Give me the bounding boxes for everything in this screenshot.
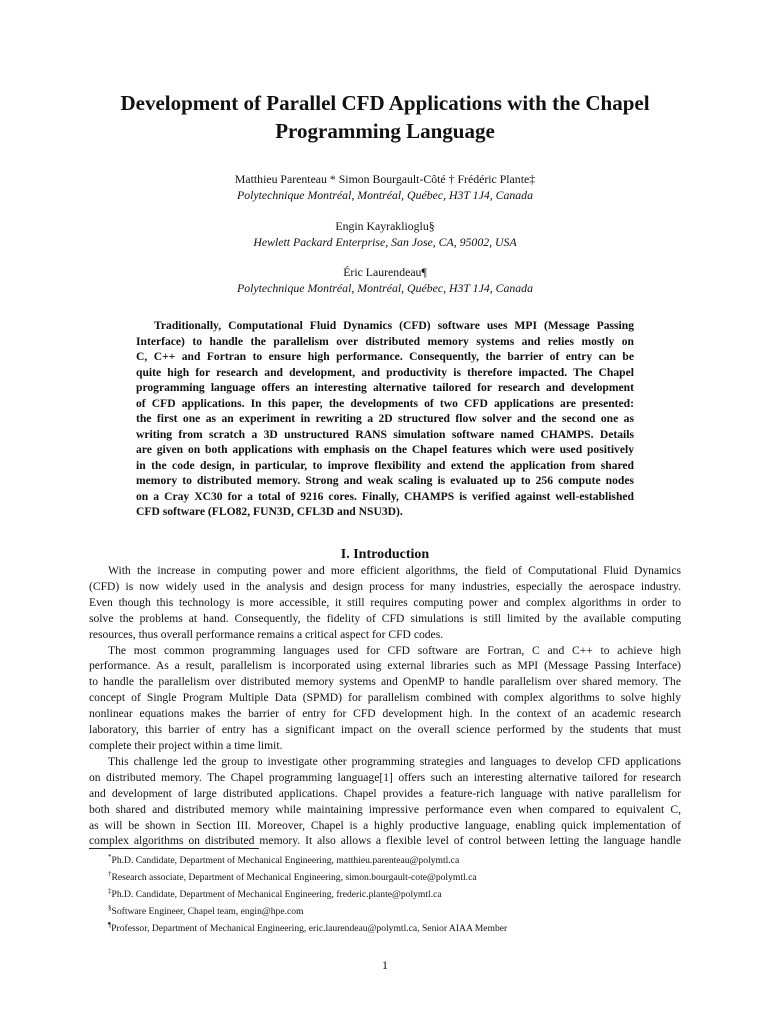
author-block-2 bbox=[60, 218, 710, 250]
footnotes bbox=[108, 851, 507, 935]
abstract-line: in the code design, in particular, to improve flexibility and extend the application from shared bbox=[136, 458, 634, 472]
footnote-mark: ‡ bbox=[108, 886, 112, 895]
abstract-line: CFD software (FLO82, FUN3D, CFL3D and NSU3D). bbox=[136, 505, 403, 518]
abstract-line: Interface) to handle the parallelism over distributed memory systems and relies mostly on bbox=[136, 334, 634, 348]
section-heading: I. Introduction bbox=[340, 547, 430, 562]
page-number: 1 bbox=[382, 958, 388, 972]
footnote bbox=[108, 851, 507, 868]
abstract-line: are given on both applications with emphasis on the Chapel features which were used positively bbox=[136, 443, 634, 456]
title-line-2: Programming Language bbox=[275, 119, 495, 143]
body-line: solve the problems at hand. Consequently, the fidelity of CFD simulations is still limited by the available computing bbox=[89, 611, 681, 625]
abstract-line: the first one as an experiment in rewriting a 2D structured flow solver and the second one as bbox=[136, 412, 634, 425]
footnote bbox=[108, 902, 507, 919]
author-names: Éric Laurendeau¶ bbox=[343, 265, 427, 279]
abstract-line: quite high for research and development, and productivity is therefore impacted. The Chapel bbox=[136, 365, 634, 379]
footnote-mark: ¶ bbox=[108, 920, 112, 929]
footnote-mark: * bbox=[108, 853, 112, 861]
body-line: This challenge led the group to investigate other programming strategies and languages to develop CFD applications bbox=[108, 754, 681, 768]
footnote-text: Professor, Department of Mechanical Engineering, eric.laurendeau@polymtl.ca, Senior AIAA Member bbox=[111, 922, 508, 934]
body-text bbox=[89, 563, 681, 849]
title-line-1: Development of Parallel CFD Applications with the Chapel bbox=[120, 91, 650, 115]
abstract bbox=[136, 318, 634, 520]
body-line: complete their project within a time limit. bbox=[89, 738, 283, 752]
footnote bbox=[108, 885, 507, 902]
abstract-line: Traditionally, Computational Fluid Dynamics (CFD) software uses MPI (Message Passing bbox=[154, 319, 634, 332]
author-block-3 bbox=[60, 264, 710, 296]
body-line: Even though this technology is more accessible, it still requires computing power and complex algorithms in order to bbox=[89, 595, 681, 609]
body-line: on distributed memory. The Chapel programming language[1] offers such an interesting alternative tailored for research bbox=[89, 770, 681, 784]
abstract-line: memory to distributed memory. Strong and weak scaling is evaluated up to 256 compute nodes bbox=[136, 474, 634, 487]
author-block-1 bbox=[60, 171, 710, 203]
footnote-text: Research associate, Department of Mechanical Engineering, simon.bourgault-cote@polymtl.ca bbox=[111, 872, 477, 884]
abstract-line: of CFD applications. In this paper, the developments of two CFD applications are presented: bbox=[136, 396, 634, 410]
body-line: as will be shown in Section III. Moreover, Chapel is a highly productive language, enabling quick implementation of bbox=[89, 818, 681, 832]
author-names: Matthieu Parenteau * Simon Bourgault-Côté † Frédéric Plante‡ bbox=[234, 172, 536, 186]
paper-title bbox=[60, 89, 710, 145]
abstract-line: on a Cray XC30 for a total of 9216 cores. Finally, CHAMPS is verified against well-established bbox=[136, 489, 634, 503]
author-names: Engin Kayraklioglu§ bbox=[335, 219, 435, 233]
author-affiliation: Hewlett Packard Enterprise, San Jose, CA, 95002, USA bbox=[253, 235, 517, 249]
body-line: performance. As a result, parallelism is incorporated using external libraries such as MPI (Message Passing Interface) bbox=[89, 659, 681, 673]
footnote-divider bbox=[89, 848, 259, 849]
body-line: to handle the parallelism over distributed memory systems and OpenMP to handle parallelism over shared memory. The bbox=[89, 675, 681, 689]
abstract-line: writing from scratch a 3D unstructured RANS simulation software named CHAMPS. Details bbox=[136, 427, 634, 441]
footnote bbox=[108, 868, 507, 885]
abstract-line: programming language offers an interesting alternative tailored for research and development bbox=[136, 381, 634, 394]
body-line: and development of large distributed applications. Chapel provides a feature-rich language with native parallelism for bbox=[89, 786, 681, 800]
footnote-text: Ph.D. Candidate, Department of Mechanical Engineering, matthieu.parenteau@polymtl.ca bbox=[111, 855, 460, 867]
abstract-line: C, C++ and Fortran to ensure high performance. Consequently, the barrier of entry can be bbox=[136, 350, 634, 363]
footnote bbox=[108, 919, 507, 936]
body-line: concept of Single Program Multiple Data (SPMD) for parallelism combined with complex algorithms to solve highly bbox=[89, 691, 681, 705]
body-line: The most common programming languages used for CFD software are Fortran, C and C++ to achieve high bbox=[108, 643, 681, 657]
body-line: (CFD) is now widely used in the analysis and design process for many industries, especially the aerospace industry. bbox=[89, 579, 681, 593]
body-line: complex algorithms on distributed memory. It also allows a flexible level of control between letting the language handle bbox=[89, 834, 681, 848]
footnote-mark: † bbox=[108, 869, 112, 878]
body-line: resources, thus overall performance remains a critical aspect for CFD codes. bbox=[89, 627, 444, 641]
footnote-mark: § bbox=[108, 903, 112, 912]
footnote-text: Ph.D. Candidate, Department of Mechanical Engineering, frederic.plante@polymtl.ca bbox=[111, 888, 442, 900]
body-line: With the increase in computing power and more efficient algorithms, the field of Computational Fluid Dynamics bbox=[108, 564, 681, 577]
author-affiliation: Polytechnique Montréal, Montréal, Québec, H3T 1J4, Canada bbox=[237, 281, 533, 295]
author-affiliation: Polytechnique Montréal, Montréal, Québec, H3T 1J4, Canada bbox=[237, 188, 533, 202]
footnote-text: Software Engineer, Chapel team, engin@hpe.com bbox=[111, 905, 304, 917]
body-line: nonlinear equations makes the barrier of entry for CFD development high. In the context of an academic research bbox=[89, 707, 681, 721]
body-line: both shared and distributed memory while maintaining impressive performance even when compared to equivalent C, bbox=[89, 802, 681, 816]
body-line: laboratory, this barrier of entry has a significant impact on the overall science performed by the students that must bbox=[89, 723, 681, 737]
